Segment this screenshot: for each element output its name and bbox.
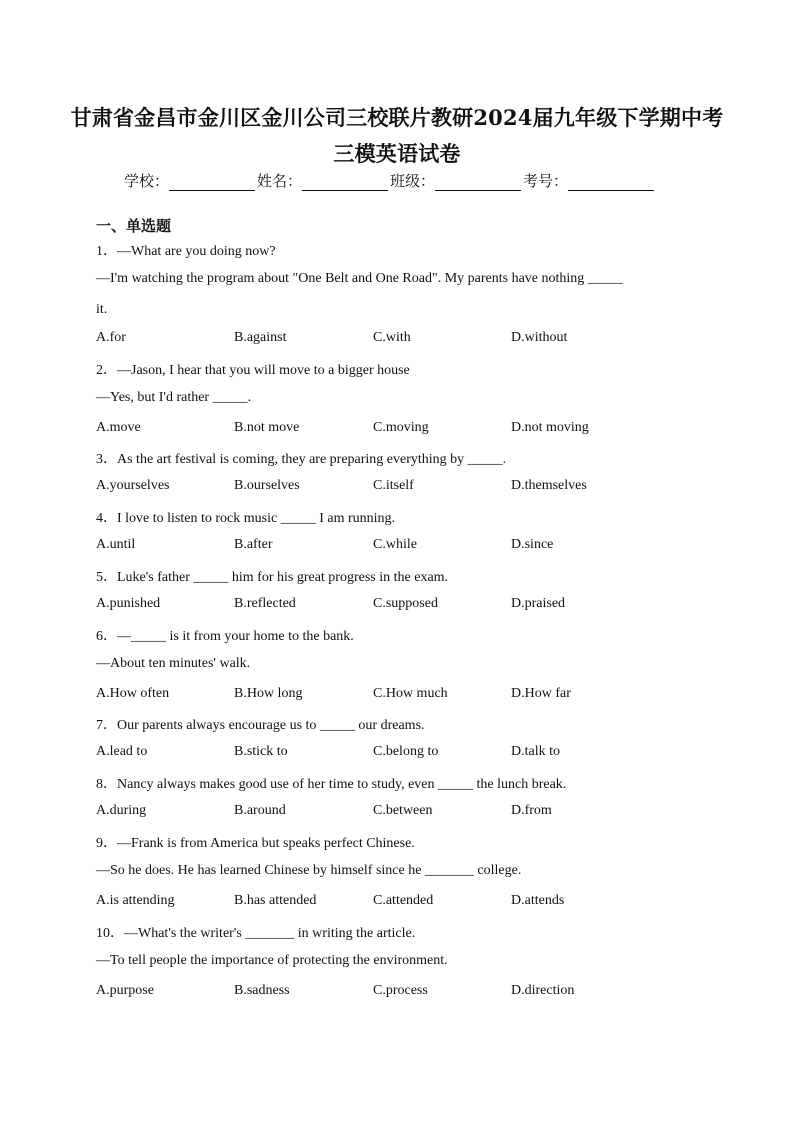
question-1-option-a[interactable]: A.for (96, 330, 126, 345)
school-blank[interactable] (169, 173, 255, 191)
question-9-option-d[interactable]: D.attends (511, 893, 565, 908)
school-label: 学校： (124, 172, 170, 190)
question-10-stem: 10．—What's the writer's _______ in writing the article. (96, 926, 416, 941)
class-blank[interactable] (435, 173, 521, 191)
question-5-option-d[interactable]: D.praised (511, 596, 566, 611)
question-2-option-c[interactable]: C.moving (373, 420, 429, 435)
question-6-option-d[interactable]: D.How far (511, 686, 571, 701)
question-3-option-c[interactable]: C.itself (373, 478, 414, 493)
class-label: 班级： (390, 172, 436, 190)
question-4-option-d[interactable]: D.since (511, 537, 554, 552)
question-8-stem: 8．Nancy always makes good use of her time to study, even _____ the lunch break. (96, 777, 567, 792)
question-1-option-c[interactable]: C.with (373, 330, 411, 345)
question-9-reply: —So he does. He has learned Chinese by himself since he _______ college. (96, 863, 522, 878)
question-1-reply: —I'm watching the program about "One Belt and One Road". My parents have nothing _____ (96, 271, 623, 286)
question-2-option-a[interactable]: A.move (96, 420, 141, 435)
question-10-option-b[interactable]: B.sadness (234, 983, 290, 998)
question-1-stem: 1．—What are you doing now? (96, 244, 276, 259)
question-2-option-d[interactable]: D.not moving (511, 420, 589, 435)
question-10-option-d[interactable]: D.direction (511, 983, 575, 998)
question-9-stem: 9．—Frank is from America but speaks perfect Chinese. (96, 836, 415, 851)
question-3-option-b[interactable]: B.ourselves (234, 478, 300, 493)
question-8-option-c[interactable]: C.between (373, 803, 433, 818)
question-5-option-a[interactable]: A.punished (96, 596, 161, 611)
question-8-option-a[interactable]: A.during (96, 803, 147, 818)
question-6-stem: 6．—_____ is it from your home to the bank. (96, 629, 354, 644)
section-heading: 一、单选题 (96, 217, 172, 235)
question-7-option-d[interactable]: D.talk to (511, 744, 560, 759)
question-10-option-a[interactable]: A.purpose (96, 983, 154, 998)
question-6-option-a[interactable]: A.How often (96, 686, 170, 701)
question-7-stem: 7．Our parents always encourage us to _____ our dreams. (96, 718, 425, 733)
name-label: 姓名： (257, 172, 303, 190)
question-1-option-b[interactable]: B.against (234, 330, 287, 345)
question-4-option-c[interactable]: C.while (373, 537, 417, 552)
question-7-option-c[interactable]: C.belong to (373, 744, 439, 759)
question-9-option-c[interactable]: C.attended (373, 893, 434, 908)
name-blank[interactable] (302, 173, 388, 191)
student-info-row (124, 170, 656, 191)
question-7-option-a[interactable]: A.lead to (96, 744, 148, 759)
question-8-option-d[interactable]: D.from (511, 803, 552, 818)
question-3-option-d[interactable]: D.themselves (511, 478, 587, 493)
question-3-stem: 3．As the art festival is coming, they are preparing everything by _____. (96, 452, 507, 467)
question-9-option-b[interactable]: B.has attended (234, 893, 317, 908)
question-9-option-a[interactable]: A.is attending (96, 893, 175, 908)
question-4-option-b[interactable]: B.after (234, 537, 273, 552)
question-5-option-b[interactable]: B.reflected (234, 596, 296, 611)
question-2-stem: 2．—Jason, I hear that you will move to a bigger house (96, 363, 410, 378)
question-1-reply-continued: it. (96, 302, 108, 317)
exam-title-line-1: 甘肃省金昌市金川区金川公司三校联片教研2024届九年级下学期中考 (70, 105, 724, 130)
exam-number-label: 考号： (523, 172, 569, 190)
exam-title-line-2: 三模英语试卷 (333, 141, 461, 166)
question-3-option-a[interactable]: A.yourselves (96, 478, 170, 493)
question-7-option-b[interactable]: B.stick to (234, 744, 288, 759)
question-10-reply: —To tell people the importance of protecting the environment. (96, 953, 448, 968)
question-5-stem: 5．Luke's father _____ him for his great progress in the exam. (96, 570, 449, 585)
question-6-option-b[interactable]: B.How long (234, 686, 303, 701)
exam-number-blank[interactable] (568, 173, 654, 191)
question-1-option-d[interactable]: D.without (511, 330, 568, 345)
question-2-reply: —Yes, but I'd rather _____. (96, 390, 252, 405)
question-4-option-a[interactable]: A.until (96, 537, 136, 552)
question-10-option-c[interactable]: C.process (373, 983, 428, 998)
question-2-option-b[interactable]: B.not move (234, 420, 300, 435)
question-6-option-c[interactable]: C.How much (373, 686, 448, 701)
question-4-stem: 4．I love to listen to rock music _____ I am running. (96, 511, 396, 526)
question-8-option-b[interactable]: B.around (234, 803, 286, 818)
question-6-reply: —About ten minutes' walk. (96, 656, 251, 671)
question-5-option-c[interactable]: C.supposed (373, 596, 438, 611)
